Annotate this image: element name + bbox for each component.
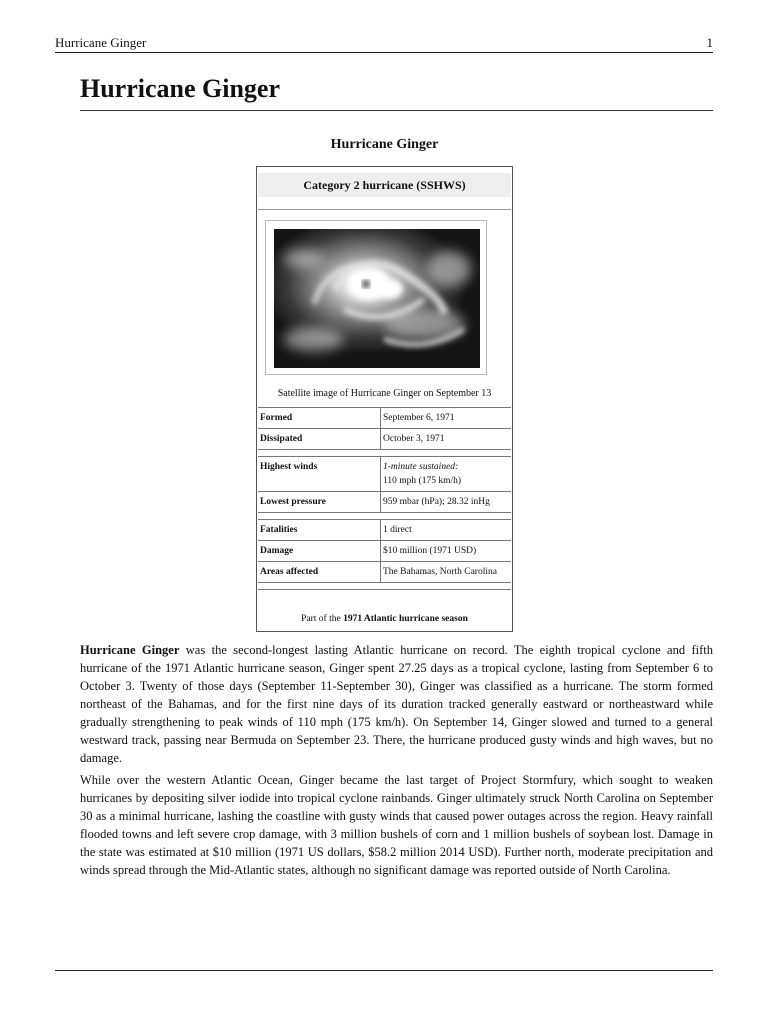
table-spacer [258,583,511,590]
storm-facts-table [258,407,511,590]
infobox [256,166,513,632]
infobox-category: Category 2 hurricane (SSHWS) [258,173,511,197]
highest-winds-speed: 110 mph (175 km/h) [383,476,462,486]
lowest-pressure-value: 959 mbar (hPa); 28.32 inHg [381,492,512,513]
table-spacer [258,513,511,520]
season-footer [257,614,512,624]
table-row [258,541,511,562]
table-row [258,429,511,450]
dissipated-value: October 3, 1971 [381,429,512,450]
formed-value: September 6, 1971 [381,408,512,429]
table-row [258,492,511,513]
table-row [258,408,511,429]
damage-value: $10 million (1971 USD) [381,541,512,562]
areas-affected-label: Areas affected [258,562,381,583]
table-row [258,520,511,541]
satellite-image[interactable] [274,229,480,368]
paragraph-1-text: was the second-longest lasting Atlantic hurricane on record. The eighth tropical cyclone and fifth hurricane of the 1971 Atlantic hurricane season, Ginger spent 27.25 days as a tropical cyclone, lasting from September 6 to October 3. Twenty of those days (September 11-September 30), Ginger was classified as a hurricane. The storm formed northeast of the Bahamas, and for the first nine days of its duration tracked generally eastward or northeastward while gradually strengthening to peak winds of 110 mph (175 km/h). On September 14, Ginger slowed and turned to a general westward track, passing near Bermuda on September 23. There, the hurricane produced gusty winds and high waves, but no damage. [80,643,713,765]
running-title: Hurricane Ginger [55,35,147,50]
highest-winds-label: Highest winds [258,457,381,492]
footer-divider [55,970,713,971]
infobox-caption: Hurricane Ginger [330,137,439,152]
areas-affected-value: The Bahamas, North Carolina [381,562,512,583]
paragraph-2: While over the western Atlantic Ocean, Ginger became the last target of Project Stormfury, which sought to weaken hurricanes by depositing silver iodide into tropical cyclone rainbands. Ginger ultimately struck North Carolina on September 30 as a minimal hurricane, lashing the coastline with gusty winds that caused power outages across the region. Heavy rainfall flooded towns and left severe crop damage, with 3 million bushels of corn and 1 million bushels of soybean lost. Damage in the state was estimated at $10 million (1971 US dollars, $58.2 million 2014 USD). Further north, moderate precipitation and winds spread through the Mid-Atlantic states, although no significant damage was reported outside of North Carolina. [80,773,713,877]
highest-winds-value [381,457,512,492]
article-body [80,641,713,883]
fatalities-value: 1 direct [381,520,512,541]
infobox-divider [258,197,511,210]
paragraph-1 [80,641,713,767]
formed-label: Formed [258,408,381,429]
article-subject: Hurricane Ginger [80,643,180,657]
dissipated-label: Dissipated [258,429,381,450]
table-row [258,457,511,492]
running-header [55,35,713,53]
fatalities-label: Fatalities [258,520,381,541]
table-row [258,562,511,583]
highest-winds-note: 1-minute sustained: [383,462,459,472]
page-number: 1 [706,35,713,50]
season-prefix: Part of the [301,614,341,624]
lowest-pressure-label: Lowest pressure [258,492,381,513]
table-spacer [258,450,511,457]
damage-label: Damage [258,541,381,562]
image-caption: Satellite image of Hurricane Ginger on September 13 [277,388,492,399]
satellite-image-frame[interactable] [265,220,487,375]
season-link[interactable]: 1971 Atlantic hurricane season [343,614,468,624]
page-title: Hurricane Ginger [80,72,713,111]
